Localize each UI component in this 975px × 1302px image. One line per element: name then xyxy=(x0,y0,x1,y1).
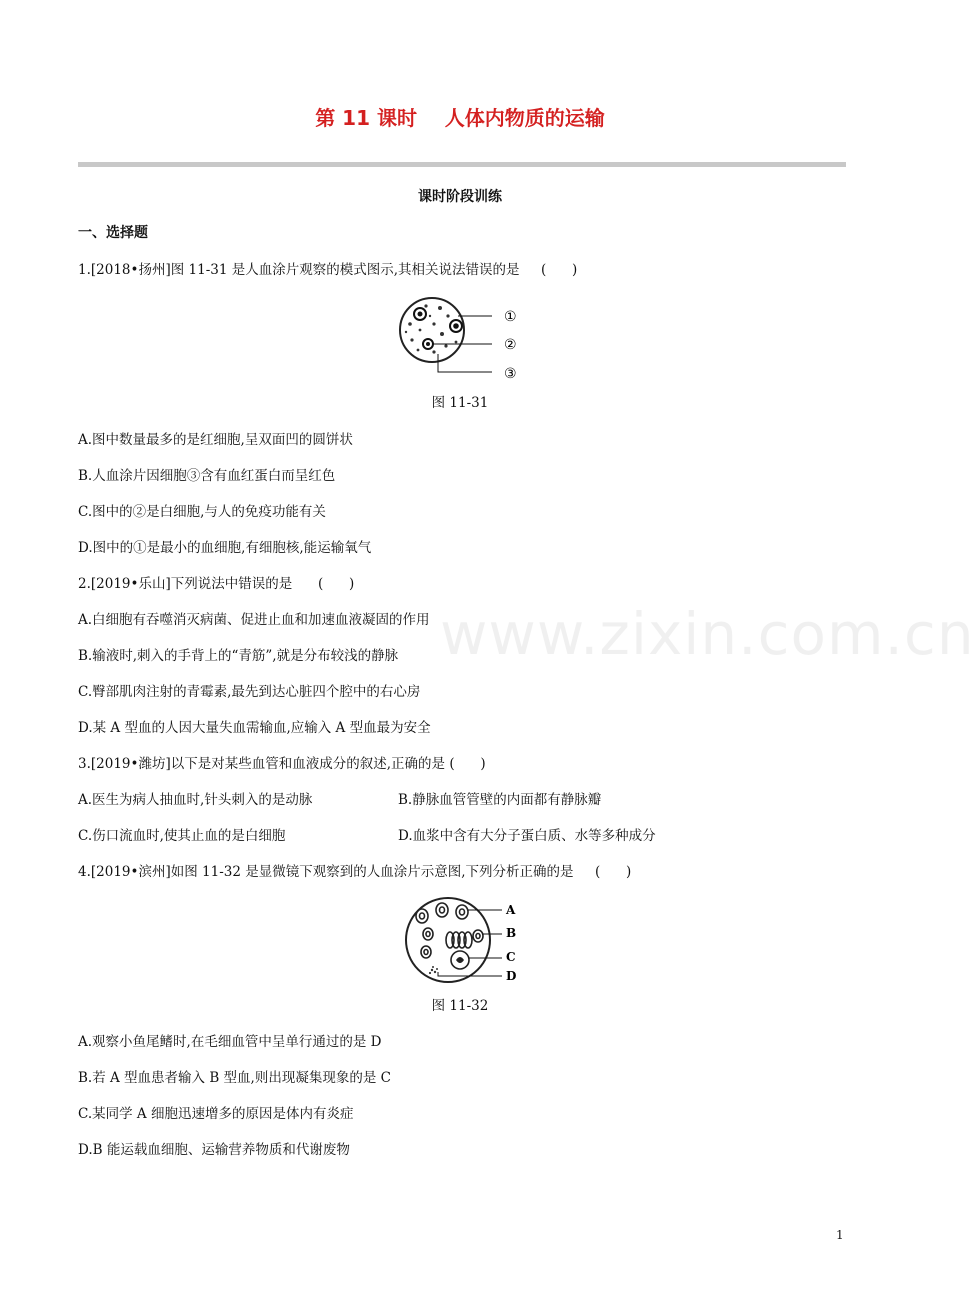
q2-option-c: C.臀部肌肉注射的青霉素,最先到达心脏四个腔中的右心房 xyxy=(78,684,421,700)
label-d: D xyxy=(506,969,517,983)
page-subtitle: 课时阶段训练 xyxy=(418,189,502,205)
q2-option-a: A.白细胞有吞噬消灭病菌、促进止血和加速血液凝固的作用 xyxy=(78,612,430,628)
q4-option-b: B.若 A 型血患者输入 B 型血,则出现凝集现象的是 C xyxy=(78,1070,391,1086)
label-a: A xyxy=(506,903,516,917)
q1-option-c: C.图中的②是白细胞,与人的免疫功能有关 xyxy=(78,504,326,520)
watermark: www.zixin.com.cn xyxy=(440,600,975,668)
label-2: ② xyxy=(504,337,517,353)
question-4-stem: 4.[2019•滨州]如图 11-32 是显微镜下观察到的人血涂片示意图,下列分析正确的是 ( ) xyxy=(78,864,632,880)
question-1-stem: 1.[2018•扬州]图 11-31 是人血涂片观察的模式图示,其相关说法错误的是 ( ) xyxy=(78,262,578,278)
q1-option-d: D.图中的①是最小的血细胞,有细胞核,能运输氧气 xyxy=(78,540,372,556)
blood-smear-figure-11-31 xyxy=(396,290,532,386)
figure-caption: 图 11-32 xyxy=(431,998,489,1014)
label-c: C xyxy=(506,950,516,964)
q3-option-c: C.伤口流血时,使其止血的是白细胞 xyxy=(78,828,286,844)
q3-option-d: D.血浆中含有大分子蛋白质、水等多种成分 xyxy=(398,828,656,844)
title-divider xyxy=(78,162,846,167)
label-b: B xyxy=(506,926,517,940)
question-2-stem: 2.[2019•乐山]下列说法中错误的是 ( ) xyxy=(78,576,355,592)
q3-option-a: A.医生为病人抽血时,针头刺入的是动脉 xyxy=(78,792,313,808)
label-3: ③ xyxy=(504,366,517,382)
q4-option-c: C.某同学 A 细胞迅速增多的原因是体内有炎症 xyxy=(78,1106,354,1122)
section-heading: 一、选择题 xyxy=(78,225,148,241)
blood-smear-figure-11-32 xyxy=(402,894,528,986)
page-number: 1 xyxy=(836,1228,844,1242)
q4-option-d: D.B 能运载血细胞、运输营养物质和代谢废物 xyxy=(78,1142,350,1158)
q3-option-b: B.静脉血管管壁的内面都有静脉瓣 xyxy=(398,792,602,808)
figure-caption: 图 11-31 xyxy=(431,395,489,411)
q4-option-a: A.观察小鱼尾鳍时,在毛细血管中呈单行通过的是 D xyxy=(78,1034,382,1050)
q1-option-b: B.人血涂片因细胞③含有血红蛋白而呈红色 xyxy=(78,468,336,484)
label-1: ① xyxy=(504,309,517,325)
question-3-stem: 3.[2019•潍坊]以下是对某些血管和血液成分的叙述,正确的是 ( ) xyxy=(78,756,486,772)
q1-option-a: A.图中数量最多的是红细胞,呈双面凹的圆饼状 xyxy=(78,432,353,448)
q2-option-d: D.某 A 型血的人因大量失血需输血,应输入 A 型血最为安全 xyxy=(78,720,431,736)
page-title: 第 11 课时 人体内物质的运输 xyxy=(315,106,605,130)
q2-option-b: B.输液时,刺入的手背上的“青筋”,就是分布较浅的静脉 xyxy=(78,648,399,664)
